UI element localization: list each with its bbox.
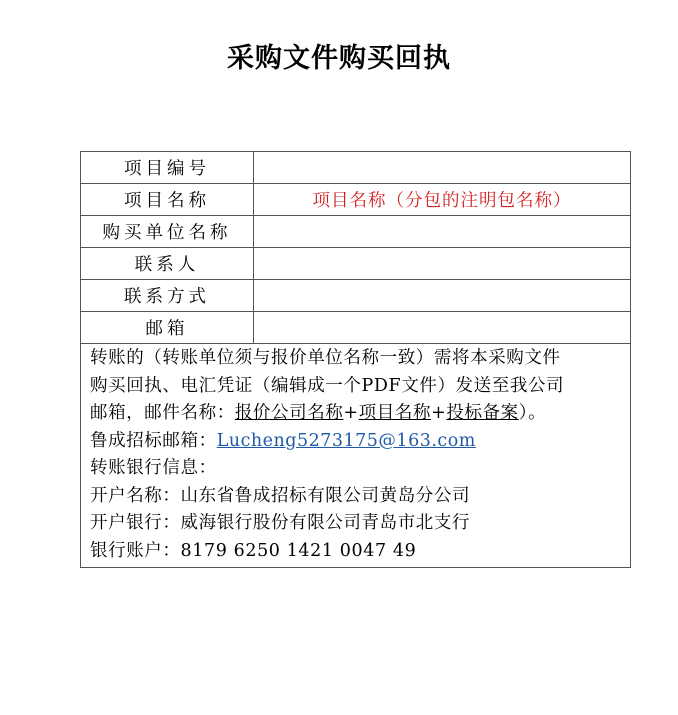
notes-text: ）。 xyxy=(518,403,547,423)
notes-line: 转账的（转账单位须与报价单位名称一致）需将本采购文件 xyxy=(90,348,561,368)
field-label: 联系方式 xyxy=(81,280,254,312)
bank-info-label: 转账银行信息： xyxy=(90,458,217,478)
field-row-project-number xyxy=(81,152,631,184)
subject-project: 项目名称 xyxy=(358,403,432,423)
notes-cell xyxy=(81,344,631,568)
field-label: 邮箱 xyxy=(81,312,254,344)
email-label: 鲁成招标邮箱： xyxy=(90,430,217,451)
plus-sign: + xyxy=(343,403,359,423)
field-value[interactable] xyxy=(254,312,631,344)
account-number-line xyxy=(90,538,622,566)
account-number-label: 银行账户： xyxy=(90,540,181,561)
field-value[interactable] xyxy=(254,216,631,248)
email-line xyxy=(90,428,622,456)
bank-line xyxy=(90,510,622,538)
account-number-value: 8179 6250 1421 0047 49 xyxy=(180,540,417,561)
field-value[interactable]: 项目名称（分包的注明包名称） xyxy=(254,184,631,216)
receipt-form xyxy=(80,151,631,568)
field-row-email xyxy=(81,312,631,344)
field-row-contact-method xyxy=(81,280,631,312)
field-row-project-name xyxy=(81,184,631,216)
notes-text: 邮箱，邮件名称： xyxy=(90,403,235,423)
field-row-purchaser xyxy=(81,216,631,248)
field-value[interactable] xyxy=(254,280,631,312)
bank-value: 威海银行股份有限公司青岛市北支行 xyxy=(180,513,471,533)
account-name-value: 山东省鲁成招标有限公司黄岛分公司 xyxy=(180,485,471,506)
plus-sign: + xyxy=(431,403,447,423)
field-label: 联系人 xyxy=(81,248,254,280)
field-label: 购买单位名称 xyxy=(81,216,254,248)
bank-label: 开户银行： xyxy=(90,513,181,533)
field-value[interactable] xyxy=(254,248,631,280)
account-name-label: 开户名称： xyxy=(90,485,181,506)
subject-company: 报价公司名称 xyxy=(234,403,344,423)
email-link[interactable]: Lucheng5273175@163.com xyxy=(216,430,476,451)
subject-filing: 投标备案 xyxy=(446,403,519,423)
field-label: 项目名称 xyxy=(81,184,254,216)
notes-line xyxy=(90,400,622,428)
field-row-contact-person xyxy=(81,248,631,280)
notes-row xyxy=(81,344,631,568)
field-value[interactable] xyxy=(254,152,631,184)
page-title: 采购文件购买回执 xyxy=(227,43,451,74)
field-label: 项目编号 xyxy=(81,152,254,184)
account-name-line xyxy=(90,483,622,511)
notes-line: 购买回执、电汇凭证（编辑成一个PDF文件）发送至我公司 xyxy=(90,375,565,396)
